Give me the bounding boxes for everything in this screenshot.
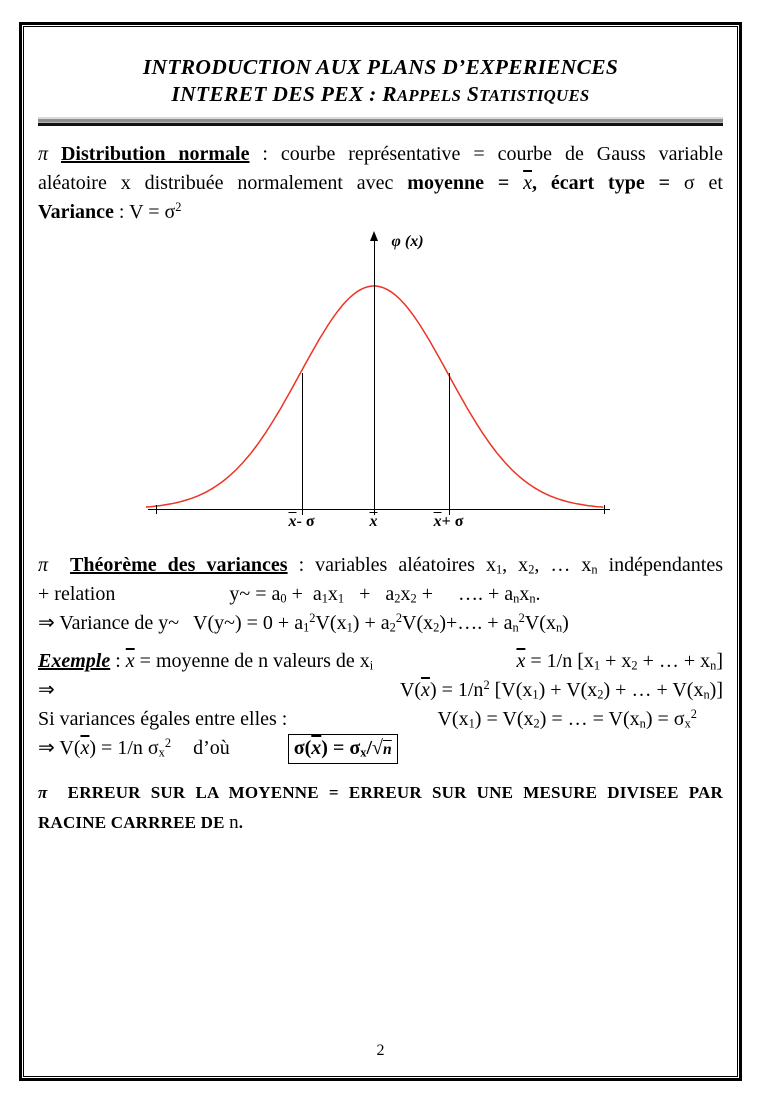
x-tick-label-mean-plus-sigma: $\overline{x}+ \sigma$ bbox=[433, 513, 464, 530]
paragraph-distribution-normale bbox=[38, 140, 723, 227]
page-title bbox=[38, 54, 723, 109]
text-line: aléatoire x distribuée normalement avec moyenne = $\overline{x}$, écart type = σ et bbox=[38, 172, 723, 194]
formula: y~ = $a_0 + a_1x_1 + a_2x_2$ + …. + $a_nx_n$. bbox=[229, 583, 541, 606]
formula-connector: d’où bbox=[193, 737, 230, 759]
sigma-line-left bbox=[302, 373, 303, 515]
x-tick-label-mean: $\overline{x}$ bbox=[369, 513, 378, 530]
text-line: π Théorème des variances : variables aléatoires $x_1$, $x_2$, … $x_n$ indépendantes bbox=[38, 554, 724, 577]
formula-left: Exemple : $\overline{x}$ = moyenne de n valeurs de $x_i$ bbox=[38, 650, 374, 673]
sigma-mean-formula-box: $\sigma(\overline{x}) = \sigma_x/√n$ bbox=[288, 734, 398, 764]
formula-right: $V(\overline{x}) = 1/n^2$ [$V(x_1) + V(x_2)$ + … + $V(x_n)$] bbox=[399, 678, 723, 702]
text-line: Variance : $V = \sigma^2$ bbox=[38, 200, 182, 223]
formula-line bbox=[38, 580, 723, 609]
text-line: RACINE CARRREE DE n. bbox=[38, 812, 244, 833]
text-line: π ERREUR SUR LA MOYENNE = ERREUR SUR UNE MESURE DIVISEE PAR bbox=[38, 783, 723, 802]
formula-right: $\overline{x} = 1/n$ [$x_1 + x_2$ + … + $x_n$] bbox=[516, 650, 723, 673]
paragraph-exemple bbox=[38, 647, 723, 764]
formula-right: $V(x_1) = V(x_2)$ = … = $V(x_n) = \sigma_x^2$ bbox=[437, 707, 697, 731]
gauss-figure bbox=[146, 231, 616, 537]
formula-line bbox=[38, 705, 723, 734]
title-separator-rule bbox=[38, 117, 723, 126]
formula-label: ⇒ Variance de y~ bbox=[38, 612, 180, 634]
gauss-curve-svg bbox=[146, 231, 616, 537]
formula-line bbox=[38, 676, 723, 705]
paragraph-erreur-moyenne bbox=[38, 778, 723, 838]
y-axis bbox=[374, 241, 375, 515]
x-axis-right-tick bbox=[604, 505, 605, 514]
formula-line bbox=[38, 609, 723, 638]
page-number: 2 bbox=[376, 1042, 385, 1059]
formula-line bbox=[38, 647, 723, 676]
formula-label: + relation bbox=[38, 583, 116, 605]
text-line: π Distribution normale : courbe représentative = courbe de Gauss variable bbox=[38, 143, 723, 165]
page-content bbox=[38, 30, 723, 838]
formula-left: ⇒ bbox=[38, 679, 55, 701]
title-line-1: INTRODUCTION AUX PLANS D’EXPERIENCES bbox=[142, 55, 619, 79]
x-axis-left-tick bbox=[156, 505, 157, 514]
x-axis bbox=[148, 509, 610, 510]
formula-left: Si variances égales entre elles : bbox=[38, 708, 288, 730]
y-axis-label: φ (x) bbox=[391, 233, 424, 250]
paragraph-theoreme-variances bbox=[38, 551, 723, 638]
title-line-2: INTERET DES PEX : RAPPELS STATISTIQUES bbox=[171, 82, 590, 106]
formula-line bbox=[38, 734, 723, 764]
formula: V(y~) = $0 + a_1^2V(x_1)$ + $a_2^2V(x_2)+\dots$. + $a_n^2V(x_n)$ bbox=[193, 611, 569, 635]
x-tick-label-mean-minus-sigma: $\overline{x}-$ σ bbox=[288, 513, 315, 530]
y-axis-arrow-icon bbox=[370, 231, 378, 241]
sigma-line-right bbox=[449, 373, 450, 515]
formula-left: ⇒ $V(\overline{x}) = 1/n$ $\sigma_x^2$ bbox=[38, 736, 172, 760]
